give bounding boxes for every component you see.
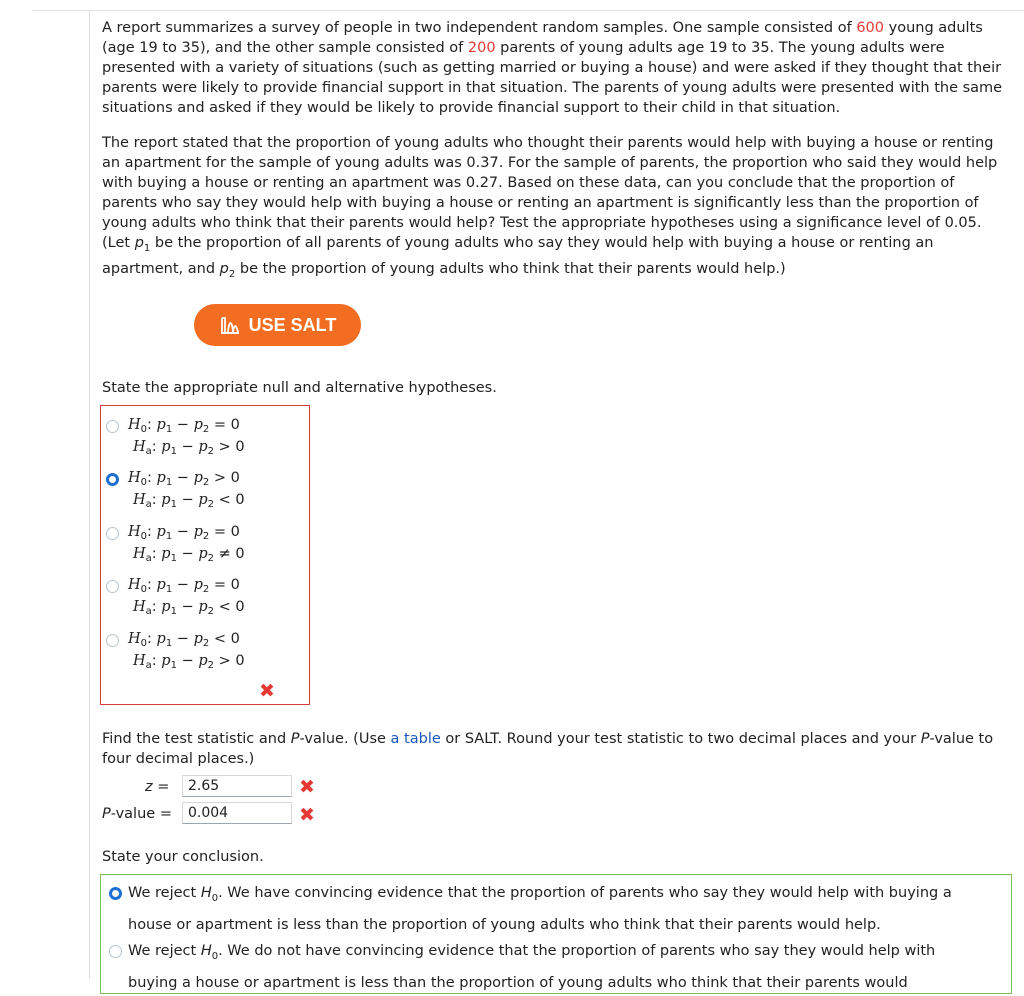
problem-paragraph-2: The report stated that the proportion of young adults who thought their parents would help with buying a house or renting an apartment for the sample of young adults was 0.37. For the sample of parents, the proportion who said they would help with buying a house or renting an apartment was 0.27. Based on these data, can you conclude that the proportion of parents who say they would help with buying a house or renting an apartment is significantly less than the proportion of young adults who think that their parents would help? Test the appropriate hypotheses using a significance level of 0.05. (Let $p_1$ be the proportion of all parents of young adults who say they would help with buying a house or renting an apartment, and $p_2$ be the proportion of young adults who think that their parents would help.) <box>102 135 998 280</box>
hypotheses-incorrect-icon: ✖ <box>259 680 275 702</box>
hypothesis-option-5-radio[interactable] <box>106 634 119 647</box>
use-salt-label: USE SALT <box>248 314 337 335</box>
z-incorrect-icon: ✖ <box>299 776 315 798</box>
hypothesis-option-1-h0: $H_0$: $p_1 - p_2 = 0$ <box>128 417 240 435</box>
top-border <box>32 0 1024 11</box>
conclusion-option-1-text: We reject $H_0$. We have convincing evidence that the proportion of parents who say they would help with buying a house or apartment is less than the proportion of young adults who think that their parents would help. <box>128 885 952 933</box>
sample-size-parents: 200 <box>467 40 496 56</box>
conclusion-answer-box <box>100 874 1012 994</box>
p-value-label: P-value = <box>102 806 172 822</box>
left-border <box>89 10 90 978</box>
conclusion-prompt: State your conclusion. <box>102 849 264 865</box>
z-value-input[interactable]: 2.65 <box>182 775 292 797</box>
hypothesis-option-2-h0: $H_0$: $p_1 - p_2 > 0$ <box>128 470 240 488</box>
hypothesis-option-4-radio[interactable] <box>106 580 119 593</box>
hypotheses-prompt: State the appropriate null and alternative hypotheses. <box>102 380 497 396</box>
conclusion-option-2-radio[interactable] <box>109 945 122 958</box>
salt-chart-icon <box>219 314 241 336</box>
hypotheses-answer-box <box>100 405 310 705</box>
hypothesis-option-3-h0: $H_0$: $p_1 - p_2 = 0$ <box>128 524 240 542</box>
table-link[interactable]: a table <box>390 731 441 747</box>
conclusion-option-2-text: We reject $H_0$. We do not have convincing evidence that the proportion of parents who say they would help with buying a house or apartment is less than the proportion of young adults who think that their parents would <box>128 943 936 991</box>
hypothesis-option-2-radio[interactable] <box>106 473 119 486</box>
hypothesis-option-5-h0: $H_0$: $p_1 - p_2 < 0$ <box>128 631 240 649</box>
hypothesis-option-4-ha: $H_a$: $p_1 - p_2 < 0$ <box>133 599 245 617</box>
hypothesis-option-2-ha: $H_a$: $p_1 - p_2 < 0$ <box>133 492 245 510</box>
problem-paragraph-1: A report summarizes a survey of people in two independent random samples. One sample consisted of 600 young adults (age 19 to 35), and the other sample consisted of 200 parents of young adults age 19 to 35. The young adults were presented with a variety of situations (such as getting married or buying a house) and were asked if they thought that their parents were likely to provide financial support in that situation. The parents of young adults were presented with the same situations and asked if they would be likely to provide financial support to their child in that situation. <box>102 20 1003 116</box>
problem-text <box>102 18 1012 285</box>
sample-size-young-adults: 600 <box>856 20 885 36</box>
hypothesis-option-3-radio[interactable] <box>106 527 119 540</box>
hypothesis-option-1-ha: $H_a$: $p_1 - p_2 > 0$ <box>133 439 245 457</box>
use-salt-button[interactable] <box>194 304 361 346</box>
p-value-incorrect-icon: ✖ <box>299 804 315 826</box>
p-value-input[interactable]: 0.004 <box>182 802 292 824</box>
conclusion-option-1-radio[interactable] <box>109 887 122 900</box>
test-statistic-prompt: Find the test statistic and P-value. (Use a table or SALT. Round your test statistic to two decimal places and your P-value to four decimal places.) <box>102 731 994 767</box>
hypothesis-option-5-ha: $H_a$: $p_1 - p_2 > 0$ <box>133 653 245 671</box>
hypothesis-option-1-radio[interactable] <box>106 420 119 433</box>
z-label: z = <box>145 779 170 795</box>
hypothesis-option-4-h0: $H_0$: $p_1 - p_2 = 0$ <box>128 577 240 595</box>
hypothesis-option-3-ha: $H_a$: $p_1 - p_2 \ne 0$ <box>133 546 245 564</box>
